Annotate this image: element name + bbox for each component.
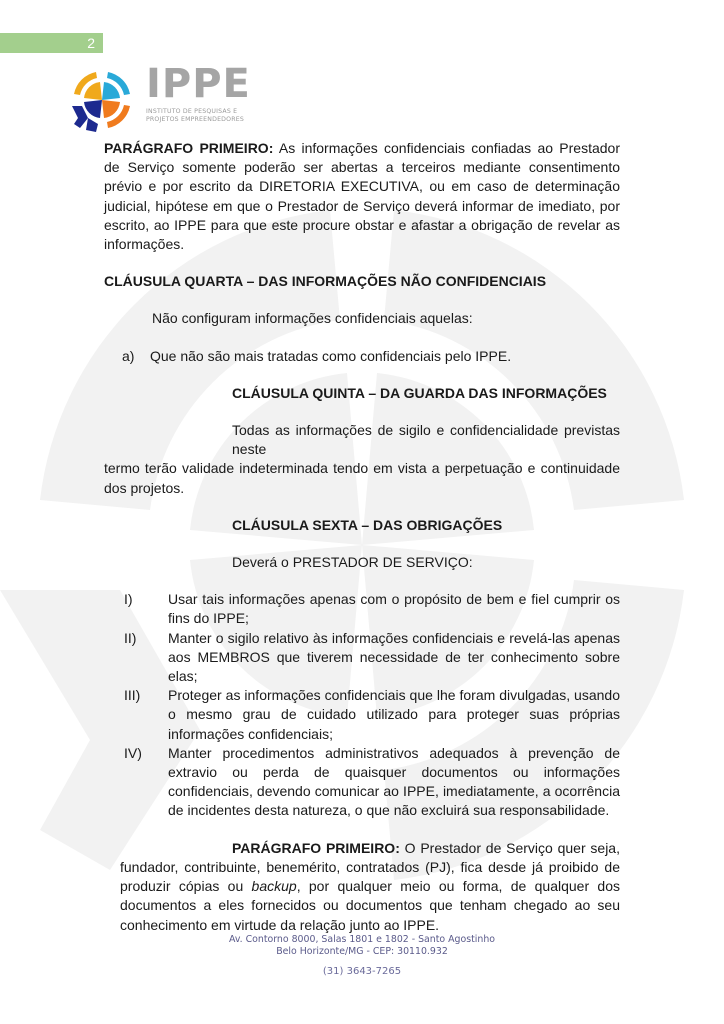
page-number-bar [0, 33, 103, 53]
paragraph-text-italic: backup [251, 878, 297, 895]
list-marker: II) [124, 629, 137, 646]
footer-address-line2: Belo Horizonte/MG - CEP: 30110.932 [276, 946, 448, 957]
paragraph-label: PARÁGRAFO PRIMEIRO: [104, 140, 274, 156]
paragraph-primeiro-2 [104, 839, 620, 935]
clause-6-intro: Deverá o PRESTADOR DE SERVIÇO: [232, 554, 473, 571]
paragraph-text-a: O Prestador de Serviço quer seja, fundador, contribuinte, benemérito, contratados (PJ), fica desde já proibido de produzir cópias ou [120, 839, 620, 895]
clause-6-list-item [104, 590, 620, 628]
paragraph-text-b: , por qualquer meio ou forma, de qualquer dos documentos a eles fornecidos ou documentos que tenham chegado ao seu conhecimento em virtude da relação junto ao IPPE. [120, 878, 620, 933]
footer-address-line1: Av. Contorno 8000, Salas 1801 e 1802 - Santo Agostinho [228, 934, 496, 945]
clause-5-title: CLÁUSULA QUINTA – DA GUARDA DAS INFORMAÇÕES [232, 384, 607, 401]
document-body [104, 139, 620, 935]
list-marker: I) [124, 591, 133, 608]
ippe-logo [66, 61, 266, 136]
list-marker: III) [124, 687, 141, 704]
list-text: Proteger as informações confidenciais que lhe foram divulgadas, usando o mesmo grau de cuidado utilizado para proteger suas próprias informações confidenciais; [168, 687, 620, 742]
logo-subtitle-line1: INSTITUTO DE PESQUISAS E [146, 108, 238, 115]
clause-5-text [104, 421, 620, 498]
paragraph-primeiro-1 [104, 139, 620, 254]
clause-5-text-rest: termo terão validade indeterminada tendo em vista a perpetuação e continuidade dos projetos. [104, 460, 620, 496]
ippe-logo-mark-icon [66, 64, 138, 136]
clause-6-title: CLÁUSULA SEXTA – DAS OBRIGAÇÕES [232, 516, 503, 533]
clause-6-list-item [104, 744, 620, 821]
footer-phone: (31) 3643-7265 [322, 966, 402, 977]
clause-6-list-item [104, 629, 620, 687]
clause-4-intro: Não configuram informações confidenciais aquelas: [152, 310, 473, 327]
list-text: Manter procedimentos administrativos adequados à prevenção de extravio ou perda de quaisquer documentos ou informações confidenciais, devendo comunicar ao IPPE, imediatamente, a ocorrência de incidentes desta natureza, o que não excluirá sua responsabilidade. [168, 744, 620, 819]
footer [0, 934, 724, 978]
clause-4-title: CLÁUSULA QUARTA – DAS INFORMAÇÕES NÃO CONFIDENCIAIS [104, 273, 547, 290]
page-number: 2 [87, 35, 95, 51]
clause-6-list-item [104, 686, 620, 744]
list-text: Usar tais informações apenas com o propósito de bem e fiel cumprir os fins do IPPE; [168, 591, 620, 627]
paragraph-text: As informações confidenciais confiadas ao Prestador de Serviço somente poderão ser abertas a terceiros mediante consentimento prévio e por escrito da DIRETORIA EXECUTIVA, ou em caso de determinação judicial, hipótese em que o Prestador de Serviço deverá informar de imediato, por escrito, ao IPPE para que este procure obstar e afastar a obrigação de revelar as informações. [104, 140, 620, 253]
logo-text-block [146, 61, 266, 136]
list-text: Que não são mais tratadas como confidenciais pelo IPPE. [150, 347, 512, 364]
logo-wordmark: IPPE [146, 61, 251, 107]
clause-5-text-first: Todas as informações de sigilo e confidencialidade previstas neste [232, 422, 620, 458]
clause-4-list-item [104, 347, 620, 366]
list-marker: a) [122, 347, 135, 364]
logo-subtitle-line2: PROJETOS EMPREENDEDORES [146, 116, 244, 123]
list-marker: IV) [124, 744, 142, 761]
list-text: Manter o sigilo relativo às informações confidenciais e revelá-las apenas aos MEMBROS que tiverem necessidade de ter conhecimento sobre elas; [168, 629, 620, 685]
paragraph-label: PARÁGRAFO PRIMEIRO: [232, 839, 400, 856]
